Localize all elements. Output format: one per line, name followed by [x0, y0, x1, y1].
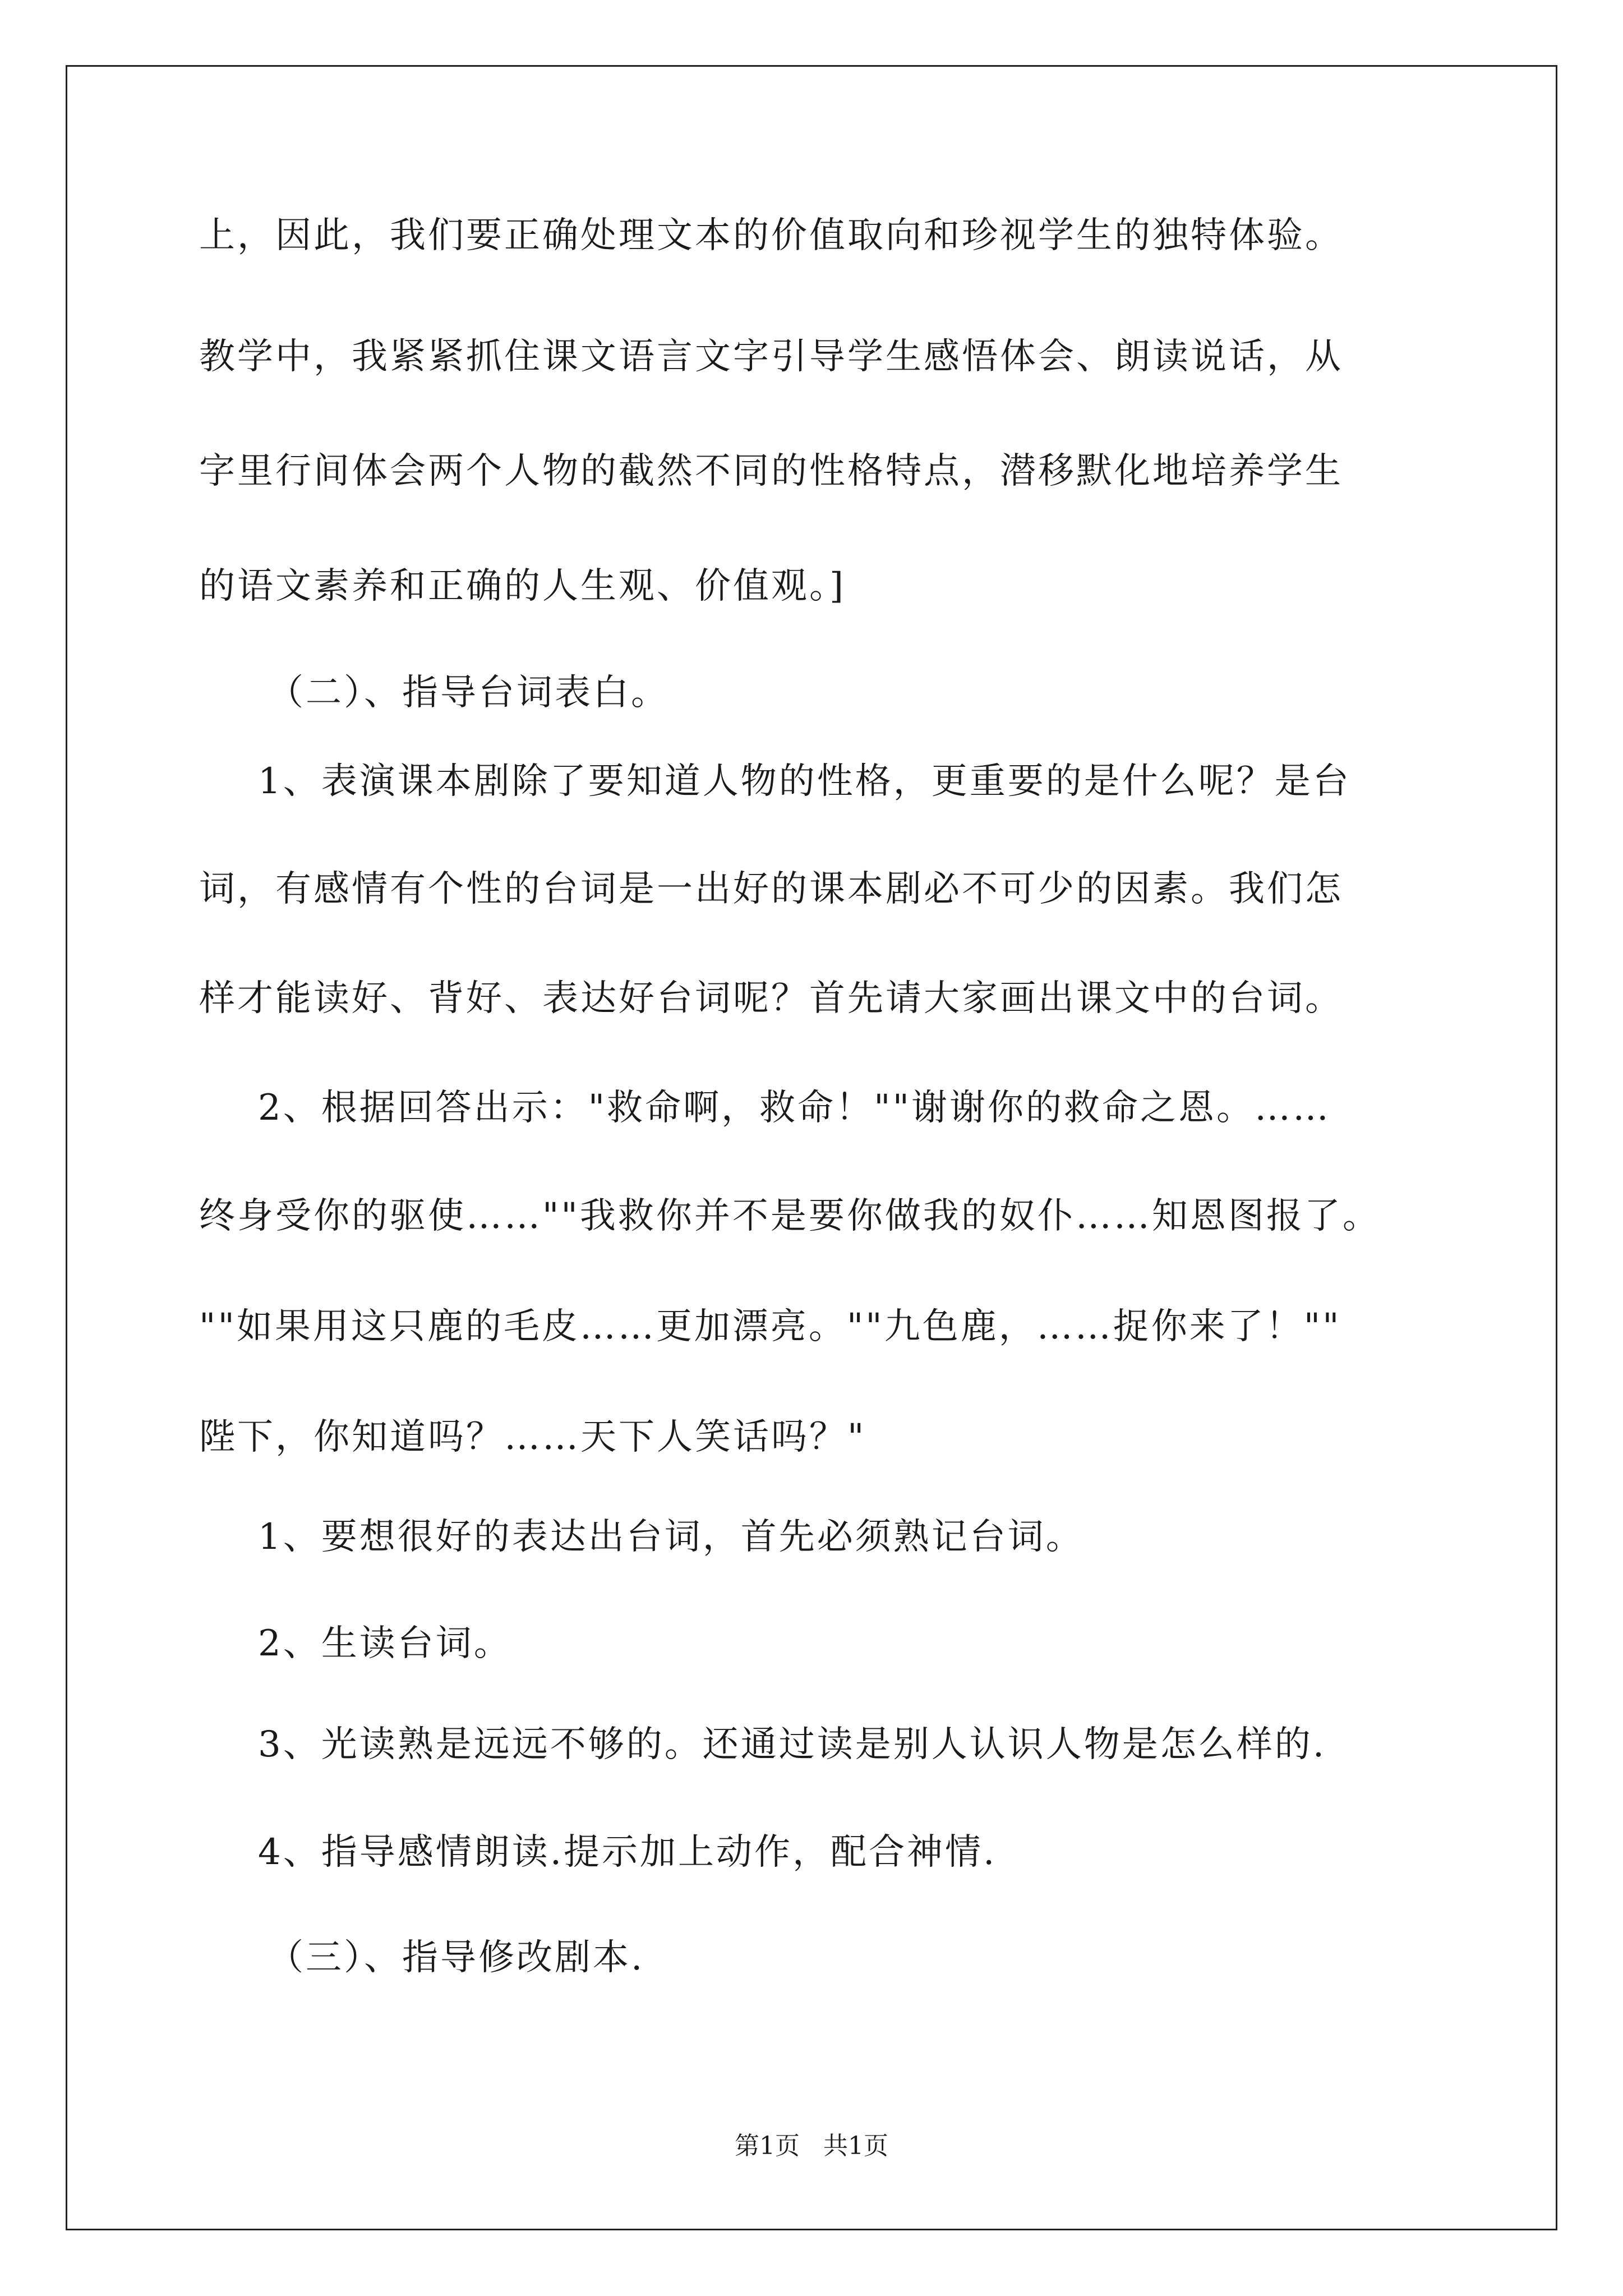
section-heading: （二）、指导台词表白。 [268, 672, 669, 714]
text-line: ""如果用这只鹿的毛皮……更加漂亮。""九色鹿，……捉你来了！"" [199, 1306, 1341, 1347]
text-line: 1、要想很好的表达出台词，首先必须熟记台词。 [258, 1516, 1084, 1558]
text-line: 的语文素养和正确的人生观、价值观。] [199, 565, 846, 607]
text-line: 词，有感情有个性的台词是一出好的课本剧必不可少的因素。我们怎 [199, 868, 1343, 910]
text-line: 1、表演课本剧除了要知道人物的性格，更重要的是什么呢？是台 [258, 761, 1351, 802]
text-line: 4、指导感情朗读.提示加上动作，配合神情. [258, 1832, 997, 1873]
text-line: 3、光读熟是远远不够的。还通过读是别人认识人物是怎么样的. [258, 1724, 1327, 1765]
text-line: 2、生读台词。 [258, 1623, 512, 1664]
text-line: 教学中，我紧紧抓住课文语言文字引导学生感悟体会、朗读说话，从 [199, 336, 1343, 378]
page-total: 共1页 [823, 2132, 888, 2160]
text-line: 字里行间体会两个人物的截然不同的性格特点，潜移默化地培养学生 [199, 450, 1343, 492]
page-border [66, 65, 1557, 2230]
text-line: 2、根据回答出示："救命啊，救命！""谢谢你的救命之恩。…… [258, 1087, 1331, 1129]
section-heading: （三）、指导修改剧本. [268, 1937, 645, 1978]
text-line: 终身受你的驱使……""我救你并不是要你做我的奴仆……知恩图报了。 [199, 1195, 1381, 1237]
page-number: 第1页 [735, 2132, 800, 2160]
text-line: 上，因此，我们要正确处理文本的价值取向和珍视学生的独特体验。 [199, 215, 1343, 256]
text-line: 陛下，你知道吗？……天下人笑话吗？" [199, 1416, 866, 1458]
text-line: 样才能读好、背好、表达好台词呢？首先请大家画出课文中的台词。 [199, 978, 1343, 1019]
page-footer [0, 2131, 1623, 2162]
